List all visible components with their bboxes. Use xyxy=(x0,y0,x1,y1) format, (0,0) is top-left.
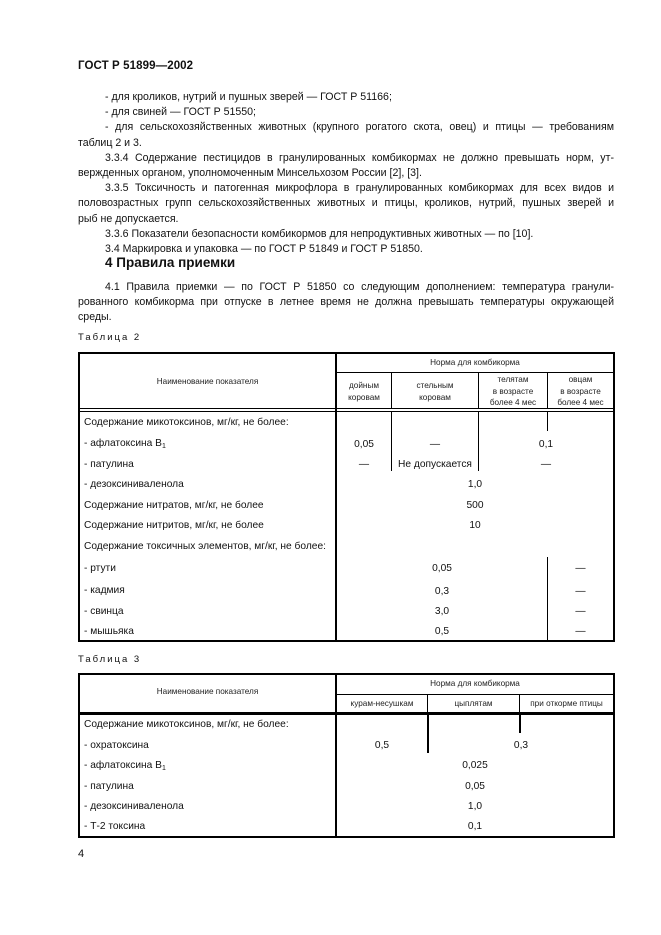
row-label: - дезоксиниваленола xyxy=(84,479,184,490)
cell-value: 0,05 xyxy=(432,563,452,574)
cell-value: — xyxy=(575,606,586,617)
paragraph-line xyxy=(78,212,614,227)
text: - для свиней — ГОСТ Р 51550; xyxy=(105,106,257,119)
cell-value: 0,05 xyxy=(354,439,374,450)
cell-value: — xyxy=(540,459,552,470)
paragraph-line xyxy=(78,310,614,325)
cell-value: 500 xyxy=(466,500,484,511)
cell-value: 0,5 xyxy=(374,740,390,751)
table-border xyxy=(547,412,548,431)
column-header: цыплятам xyxy=(454,699,493,708)
text: - афлатоксина B xyxy=(84,438,162,449)
column-header-name: Наименование показателя xyxy=(156,687,259,696)
paragraph-line xyxy=(78,105,614,120)
paragraph-line xyxy=(78,181,614,196)
column-header: курам-несушкам xyxy=(350,699,414,708)
cell-value: 0,025 xyxy=(462,760,488,771)
column-header: при откорме птицы xyxy=(530,699,603,708)
cell-value: 3,0 xyxy=(434,606,450,617)
paragraph-line xyxy=(78,166,614,181)
text: половозрастных групп сельскохозяйственных животных и птицы, кроликов, нутрий, пушных зверей и xyxy=(78,197,614,210)
section-4-text xyxy=(78,280,614,326)
column-header xyxy=(548,374,613,409)
subscript: 1 xyxy=(161,443,166,450)
cell-value: 0,3 xyxy=(434,586,450,597)
header-line: более 4 мес xyxy=(489,398,537,407)
header-line: в возрасте xyxy=(492,386,534,396)
cell-value: 0,1 xyxy=(467,821,483,832)
table-border xyxy=(519,715,521,733)
header-line: коровам xyxy=(419,392,451,402)
row-label: Содержание нитратов, мг/кг, не более xyxy=(84,500,264,511)
body-text xyxy=(78,90,614,257)
table-border xyxy=(336,372,614,373)
row-label: - дезоксиниваленола xyxy=(84,801,184,812)
text: - афлатоксина B xyxy=(84,760,162,771)
cell-value: — xyxy=(575,626,586,637)
table-border xyxy=(336,694,614,695)
row-label: - кадмия xyxy=(84,585,125,596)
table-border xyxy=(78,673,80,838)
header-line: в возрасте xyxy=(560,386,601,396)
row-label xyxy=(84,759,166,775)
cell-value: 0,05 xyxy=(465,781,485,792)
text: таблиц 2 и 3. xyxy=(78,136,142,149)
table-border xyxy=(78,411,615,412)
table-border xyxy=(78,673,615,675)
text: 4.1 Правила приемки — по ГОСТ Р 51850 со следующим дополнением: температура гранули- xyxy=(105,281,614,293)
row-label: - охратоксина xyxy=(84,740,149,751)
row-label: Содержание нитритов, мг/кг, не более xyxy=(84,520,264,531)
column-header xyxy=(479,374,547,409)
column-header xyxy=(337,380,391,403)
cell-value: — xyxy=(358,459,370,470)
row-label: - ртути xyxy=(84,563,116,574)
section-heading: 4 Правила приемки xyxy=(105,255,236,270)
text: среды. xyxy=(78,311,112,324)
paragraph-line xyxy=(78,227,614,242)
text: 3.3.5 Токсичность и патогенная микрофлора в гранулированных комбикормах для всех видов и xyxy=(105,182,614,195)
cell-value: 0,1 xyxy=(538,439,554,450)
column-header xyxy=(392,380,478,403)
paragraph-line xyxy=(78,295,614,310)
header-line: овцам xyxy=(568,375,593,384)
page-number: 4 xyxy=(78,848,85,860)
column-header-name: Наименование показателя xyxy=(156,377,259,386)
header-line: стельным xyxy=(416,381,454,390)
paragraph-line xyxy=(78,280,614,295)
caption-number: 2 xyxy=(133,332,140,343)
table-2-caption xyxy=(78,332,139,343)
column-header-group: Норма для комбикорма xyxy=(430,679,520,688)
paragraph-line xyxy=(78,120,614,135)
header-line: телятам xyxy=(497,375,529,384)
row-label: - мышьяка xyxy=(84,626,134,637)
cell-value: 0,5 xyxy=(434,626,450,637)
table-border xyxy=(78,712,615,715)
text: 3.3.4 Содержание пестицидов в гранулированных комбикормах не должно превышать норм, ут- xyxy=(105,151,614,164)
table-border xyxy=(613,673,615,838)
cell-value: 1,0 xyxy=(467,801,483,812)
text: - для кроликов, нутрий и пушных зверей — ГОСТ Р 51166; xyxy=(105,91,392,103)
caption-number: 3 xyxy=(133,654,140,665)
row-label: - Т-2 токсина xyxy=(84,821,146,832)
table-border xyxy=(78,352,80,642)
table-border xyxy=(78,836,615,838)
text: - для сельскохозяйственных животных (крупного рогатого скота, овец) и птицы — требованиям xyxy=(105,121,614,134)
cell-value: Не допускается xyxy=(398,459,472,470)
row-label: - свинца xyxy=(84,606,124,617)
cell-value: 0,3 xyxy=(513,740,529,751)
column-header-group: Норма для комбикорма xyxy=(430,358,520,367)
cell-value: 10 xyxy=(469,520,481,531)
paragraph-line xyxy=(78,90,614,105)
table-3-caption xyxy=(78,654,139,665)
cell-value: — xyxy=(575,586,586,597)
table-border xyxy=(78,640,615,642)
text: 3.4 Маркировка и упаковка — по ГОСТ Р 51849 и ГОСТ Р 51850. xyxy=(105,243,423,256)
text: рыб не допускается. xyxy=(78,212,179,225)
row-label: - патулина xyxy=(84,781,134,792)
row-label xyxy=(84,437,166,453)
table-border xyxy=(613,352,615,642)
caption-word: Таблица xyxy=(78,654,130,665)
row-label: - патулина xyxy=(84,459,134,470)
paragraph-line xyxy=(78,136,614,151)
cell-value: 1,0 xyxy=(467,479,483,490)
header-line: более 4 мес xyxy=(557,398,604,407)
paragraph-line xyxy=(78,196,614,211)
text: вержденных органом, уполномоченным Минсельхозом России [2], [3]. xyxy=(78,167,422,180)
subscript: 1 xyxy=(161,765,166,772)
header-line: коровам xyxy=(348,392,380,402)
document-code: ГОСТ Р 51899—2002 xyxy=(78,60,194,72)
text: рованного комбикорма при отпуске в летнее время не должна превышать температуры окружающей xyxy=(78,296,614,309)
cell-value: — xyxy=(429,439,441,450)
row-label: Содержание токсичных элементов, мг/кг, не более: xyxy=(84,541,326,552)
table-border xyxy=(78,352,615,354)
caption-word: Таблица xyxy=(78,332,130,343)
row-label: Содержание микотоксинов, мг/кг, не более: xyxy=(84,719,289,730)
cell-value: — xyxy=(575,563,586,574)
paragraph-line xyxy=(78,151,614,166)
header-line: дойным xyxy=(349,381,379,390)
text: 3.3.6 Показатели безопасности комбикормов для непродуктивных животных — по [10]. xyxy=(105,227,534,240)
row-label: Содержание микотоксинов, мг/кг, не более: xyxy=(84,417,289,428)
